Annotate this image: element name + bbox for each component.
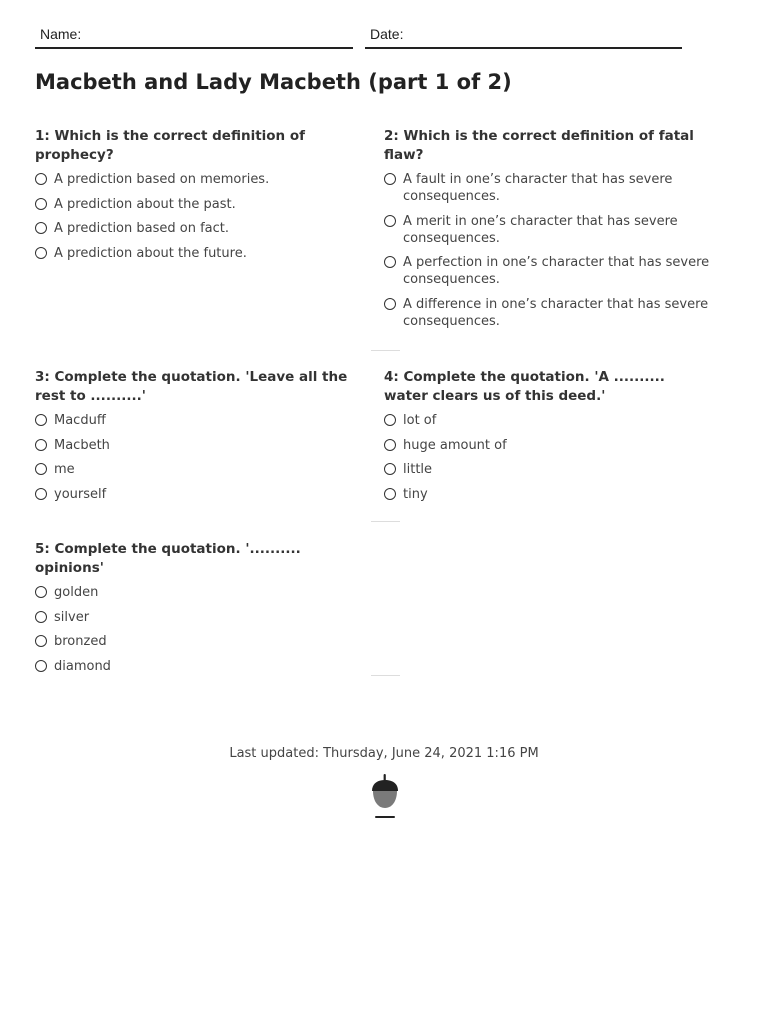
answer-option[interactable] xyxy=(384,296,714,330)
option-label: silver xyxy=(54,609,90,625)
option-label: golden xyxy=(54,585,99,600)
radio-button[interactable] xyxy=(35,198,47,210)
section-divider xyxy=(371,521,400,522)
radio-button[interactable] xyxy=(35,463,47,475)
question-prompt xyxy=(35,368,355,406)
option-label: A prediction about the past. xyxy=(54,196,236,212)
option-label: diamond xyxy=(54,658,111,674)
answer-option[interactable] xyxy=(35,609,355,626)
answer-option[interactable] xyxy=(384,437,704,454)
answer-option[interactable] xyxy=(35,245,355,262)
question-number: 1: xyxy=(35,128,50,144)
answer-option[interactable] xyxy=(35,437,355,454)
answer-option[interactable] xyxy=(35,584,355,601)
question-prompt xyxy=(35,127,355,165)
answer-option[interactable] xyxy=(384,171,714,205)
radio-button[interactable] xyxy=(384,298,396,310)
radio-button[interactable] xyxy=(35,173,47,185)
question-number: 3: xyxy=(35,369,50,385)
question-prompt xyxy=(35,540,355,578)
answer-option[interactable] xyxy=(384,461,704,478)
answer-option[interactable] xyxy=(384,254,714,288)
date-field[interactable] xyxy=(365,24,682,49)
option-label: A difference in one’s character that has severe consequences. xyxy=(403,296,709,329)
radio-button[interactable] xyxy=(35,586,47,598)
option-label: A perfection in one’s character that has severe consequences. xyxy=(403,255,710,287)
option-label: Macbeth xyxy=(54,437,110,453)
question-4 xyxy=(384,368,704,510)
question-1 xyxy=(35,127,355,269)
radio-button[interactable] xyxy=(384,488,396,500)
answer-option[interactable] xyxy=(35,658,355,675)
answer-option[interactable] xyxy=(384,213,714,247)
question-number: 4: xyxy=(384,369,399,385)
answer-option[interactable] xyxy=(35,171,355,188)
question-text: Which is the correct definition of prophecy? xyxy=(35,128,306,163)
answer-option[interactable] xyxy=(35,412,355,429)
radio-button[interactable] xyxy=(384,173,396,185)
question-prompt xyxy=(384,368,704,406)
answer-option[interactable] xyxy=(35,220,355,237)
radio-button[interactable] xyxy=(35,222,47,234)
option-label: bronzed xyxy=(54,634,107,649)
section-divider xyxy=(371,350,400,351)
answer-option[interactable] xyxy=(35,633,355,650)
option-label: lot of xyxy=(403,413,437,428)
name-field[interactable] xyxy=(35,24,353,49)
answer-option[interactable] xyxy=(35,461,355,478)
question-3 xyxy=(35,368,355,510)
last-updated-text: Last updated: Thursday, June 24, 2021 1:16 PM xyxy=(229,746,539,761)
option-label: A prediction based on fact. xyxy=(54,221,229,236)
radio-button[interactable] xyxy=(384,439,396,451)
answer-option[interactable] xyxy=(384,412,704,429)
option-label: me xyxy=(54,462,75,477)
answer-option[interactable] xyxy=(35,486,355,503)
option-label: yourself xyxy=(54,486,107,502)
option-label: A fault in one’s character that has severe consequences. xyxy=(403,172,673,204)
radio-button[interactable] xyxy=(384,414,396,426)
question-number: 2: xyxy=(384,128,399,144)
option-label: huge amount of xyxy=(403,437,507,453)
radio-button[interactable] xyxy=(35,414,47,426)
acorn-icon xyxy=(369,772,401,820)
option-label: Macduff xyxy=(54,413,106,428)
question-text: Complete the quotation. 'A .......... water clears us of this deed.' xyxy=(384,369,665,404)
answer-option[interactable] xyxy=(384,486,704,503)
answer-option[interactable] xyxy=(35,196,355,213)
option-label: tiny xyxy=(403,486,428,502)
radio-button[interactable] xyxy=(35,660,47,672)
radio-button[interactable] xyxy=(384,463,396,475)
section-divider xyxy=(371,675,400,676)
date-label: Date: xyxy=(370,26,404,42)
radio-button[interactable] xyxy=(35,635,47,647)
option-label: A merit in one’s character that has severe consequences. xyxy=(403,213,678,246)
name-label: Name: xyxy=(40,26,82,42)
option-label: A prediction about the future. xyxy=(54,245,247,261)
option-label: little xyxy=(403,462,433,477)
question-prompt xyxy=(384,127,714,165)
radio-button[interactable] xyxy=(35,488,47,500)
page-title: Macbeth and Lady Macbeth (part 1 of 2) xyxy=(35,70,512,94)
question-number: 5: xyxy=(35,541,50,557)
question-5 xyxy=(35,540,355,682)
question-2 xyxy=(384,127,714,337)
question-text: Complete the quotation. '.......... opinions' xyxy=(35,541,301,576)
question-text: Which is the correct definition of fatal flaw? xyxy=(384,128,694,163)
radio-button[interactable] xyxy=(384,215,396,227)
radio-button[interactable] xyxy=(35,439,47,451)
radio-button[interactable] xyxy=(384,256,396,268)
radio-button[interactable] xyxy=(35,247,47,259)
radio-button[interactable] xyxy=(35,611,47,623)
option-label: A prediction based on memories. xyxy=(54,172,270,187)
question-text: Complete the quotation. 'Leave all the rest to ..........' xyxy=(35,369,348,404)
